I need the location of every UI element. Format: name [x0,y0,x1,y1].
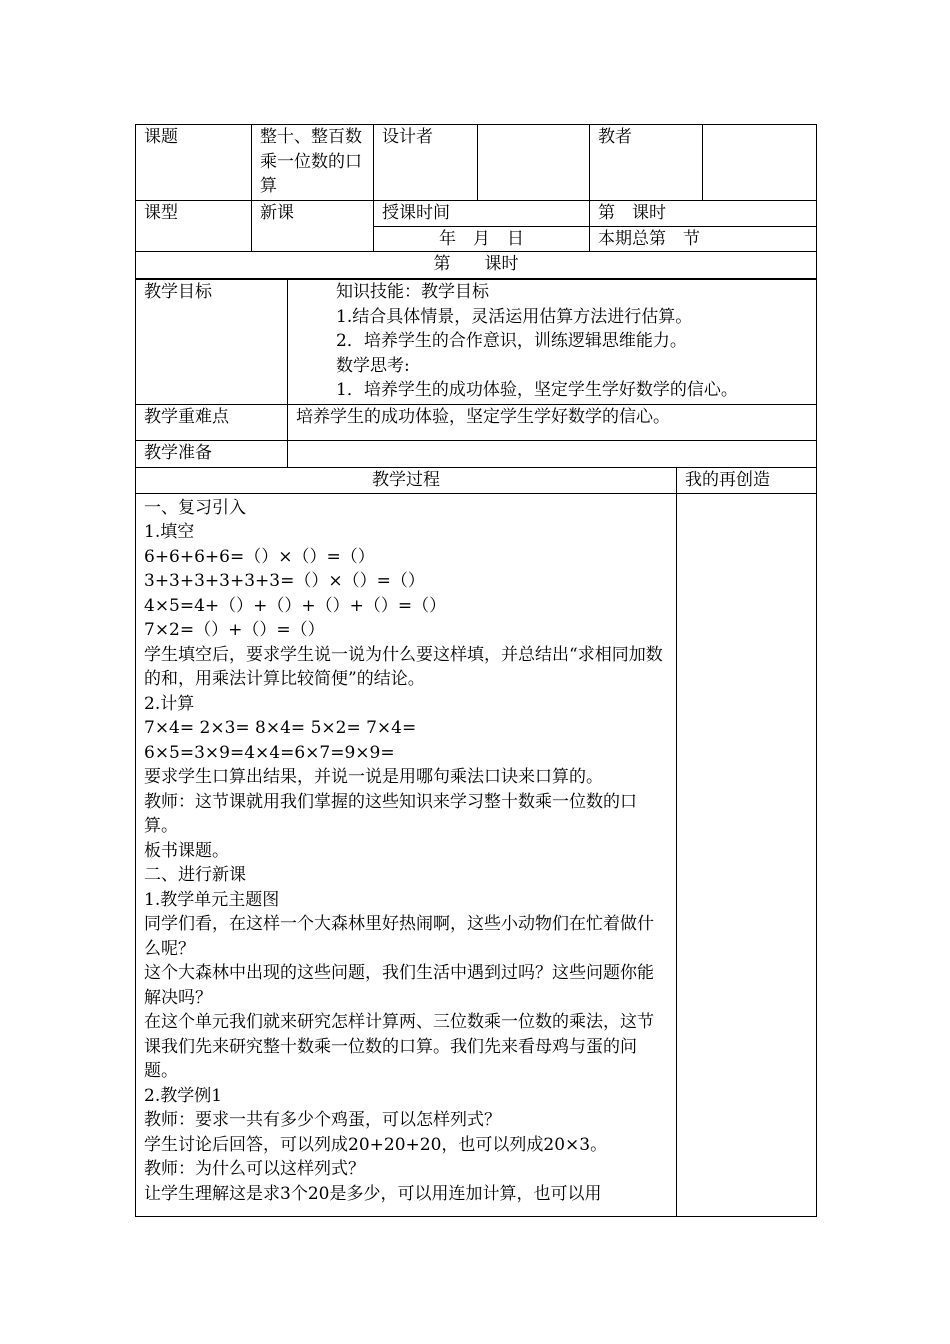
prep-value [288,441,817,468]
designer-label: 设计者 [374,125,478,201]
process-line: 6×5=3×9=4×4=6×7=9×9= [144,742,395,763]
process-line: 4×5=4+（）+（）+（）+（）=（） [144,595,447,616]
process-line: 板书课题。 [144,840,229,861]
lesson-row: 第 课时 [136,252,817,279]
process-table [135,467,817,1217]
recreate-header: 我的再创造 [677,468,817,494]
total-label: 本期总第 节 [590,226,817,252]
type-label: 课型 [136,201,252,252]
process-line: 教师：为什么可以这样列式？ [144,1159,365,1179]
process-line: 3+3+3+3+3+3=（）×（）=（） [144,571,425,591]
process-line: 1.填空 [144,522,195,542]
key-points-value: 培养学生的成功体验，坚定学生学好数学的信心。 [288,405,817,441]
process-line: 一、复习引入 [144,497,246,518]
process-line: 同学们看，在这样一个大森林里好热闹啊，这些小动物们在忙着做什么呢？ [144,914,654,959]
process-line: 二、进行新课 [144,865,246,885]
teacher-label: 教者 [590,125,703,201]
key-points-label: 教学重难点 [136,405,288,441]
date-label: 年 月 日 [374,226,590,252]
goal-line: 数学思考: [336,355,410,376]
process-line: 6+6+6+6=（）×（）=（） [144,546,375,567]
type-value: 新课 [252,201,374,252]
process-line: 教师：这节课就用我们掌握的这些知识来学习整十数乘一位数的口算。 [144,791,637,836]
goal-line: 1.结合具体情景，灵活运用估算方法进行估算。 [336,306,693,327]
period-label: 第 课时 [590,201,817,227]
process-line: 这个大森林中出现的这些问题，我们生活中遇到过吗？这些问题你能解决吗？ [144,963,654,1008]
recreate-column [677,493,817,1216]
time-label: 授课时间 [374,201,590,227]
process-line: 7×2=（）+（）=（） [144,620,325,640]
topic-value: 整十、整百数乘一位数的口算 [252,125,374,201]
goal-line: 知识技能：教学目标 [336,282,489,302]
goals-content [288,280,817,405]
topic-label: 课题 [136,125,252,201]
process-line: 7×4= 2×3= 8×4= 5×2= 7×4= [144,718,417,738]
goals-label: 教学目标 [136,280,288,405]
header-table [135,124,817,279]
process-line: 教师：要求一共有多少个鸡蛋，可以怎样列式？ [144,1110,501,1130]
process-line: 学生填空后，要求学生说一说为什么要这样填，并总结出“求相同加数的和，用乘法计算比较简便”的结论。 [144,644,663,689]
process-line: 要求学生口算出结果，并说一说是用哪句乘法口诀来口算的。 [144,767,603,787]
process-line: 让学生理解这是求3个20是多少，可以用连加计算，也可以用 [144,1183,602,1204]
process-line: 学生讨论后回答，可以列成20+20+20，也可以列成20×3。 [144,1134,608,1155]
goal-line: 2．培养学生的合作意识，训练逻辑思维能力。 [336,331,687,351]
goals-table [135,279,817,468]
process-header: 教学过程 [136,468,677,494]
prep-label: 教学准备 [136,441,288,468]
designer-value [478,125,590,201]
goal-line: 1．培养学生的成功体验，坚定学生学好数学的信心。 [336,380,738,400]
process-line: 2.计算 [144,693,195,714]
process-line: 1.教学单元主题图 [144,889,280,910]
process-content [136,493,677,1216]
process-line: 在这个单元我们就来研究怎样计算两、三位数乘一位数的乘法，这节课我们先来研究整十数乘一位数的口算。我们先来看母鸡与蛋的问题。 [144,1012,654,1081]
teacher-value [703,125,817,201]
process-line: 2.教学例1 [144,1085,223,1106]
